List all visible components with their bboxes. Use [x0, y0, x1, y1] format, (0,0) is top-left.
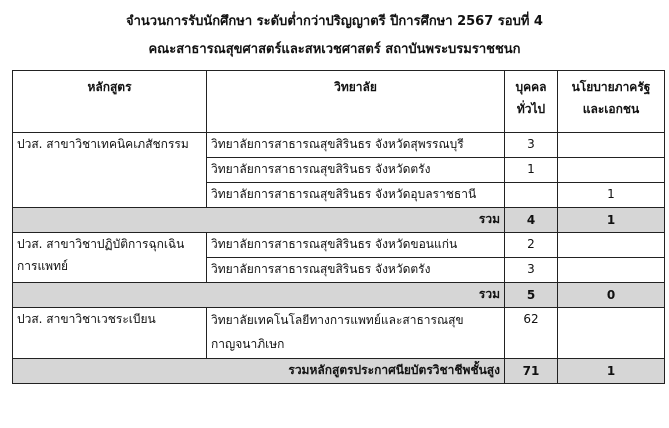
header-general: [505, 71, 558, 133]
policy-count: [558, 133, 665, 158]
college-cell: วิทยาลัยการสาธารณสุขสิรินธร จังหวัดขอนแก่น: [207, 233, 505, 258]
header-row: [13, 71, 665, 133]
table-row: [13, 233, 665, 258]
header-general-line1: บุคคล: [515, 80, 547, 94]
subtotal-policy: 1: [558, 208, 665, 233]
header-policy: [558, 71, 665, 133]
course-cell: ปวส. สาขาวิชาเวชระเบียน: [13, 308, 207, 359]
page-title: จำนวนการรับนักศึกษา ระดับต่ำกว่าปริญญาตรี ปีการศึกษา 2567 รอบที่ 4: [126, 14, 543, 29]
college-cell: วิทยาลัยการสาธารณสุขสิรินธร จังหวัดตรัง: [207, 258, 505, 283]
header-course: หลักสูตร: [13, 71, 207, 133]
general-count: 2: [505, 233, 558, 258]
college-cell: [207, 308, 505, 359]
college-line2: กาญจนาภิเษก: [211, 337, 285, 351]
policy-count: [558, 233, 665, 258]
policy-count: [558, 308, 665, 359]
header-college: วิทยาลัย: [207, 71, 505, 133]
page-subtitle: คณะสาธารณสุขศาสตร์และสหเวชศาสตร์ สถาบันพระบรมราชชนก: [148, 42, 521, 57]
college-cell: วิทยาลัยการสาธารณสุขสิรินธร จังหวัดตรัง: [207, 158, 505, 183]
header-policy-line1: นโยบายภาครัฐ: [571, 80, 651, 94]
grand-total-label: รวมหลักสูตรประกาศนียบัตรวิชาชีพชั้นสูง: [13, 359, 505, 384]
grand-total-general: 71: [505, 359, 558, 384]
subtotal-general: 5: [505, 283, 558, 308]
course-line1: ปวส. สาขาวิชาปฏิบัติการฉุกเฉิน: [17, 237, 185, 251]
subtotal-policy: 0: [558, 283, 665, 308]
college-cell: วิทยาลัยการสาธารณสุขสิรินธร จังหวัดสุพรรณบุรี: [207, 133, 505, 158]
policy-count: [558, 158, 665, 183]
subtotal-label: รวม: [13, 208, 505, 233]
college-line1: วิทยาลัยเทคโนโลยีทางการแพทย์และสาธารณสุข: [211, 313, 464, 327]
admissions-table: [12, 70, 665, 384]
general-count: 1: [505, 158, 558, 183]
policy-count: [558, 258, 665, 283]
grand-total-policy: 1: [558, 359, 665, 384]
course-line2: การแพทย์: [17, 259, 69, 273]
general-count: 3: [505, 258, 558, 283]
subtotal-general: 4: [505, 208, 558, 233]
header-general-line2: ทั่วไป: [516, 102, 546, 116]
general-count: [505, 183, 558, 208]
header-policy-line2: และเอกชน: [582, 102, 640, 116]
table-row: [13, 308, 665, 359]
general-count: 3: [505, 133, 558, 158]
grand-total-row: [13, 359, 665, 384]
course-cell: ปวส. สาขาวิชาเทคนิคเภสัชกรรม: [13, 133, 207, 208]
college-cell: วิทยาลัยการสาธารณสุขสิรินธร จังหวัดอุบลราชธานี: [207, 183, 505, 208]
subtotal-label: รวม: [13, 283, 505, 308]
course-cell: [13, 233, 207, 283]
subtotal-row: [13, 283, 665, 308]
policy-count: 1: [558, 183, 665, 208]
subtotal-row: [13, 208, 665, 233]
general-count: 62: [505, 308, 558, 359]
table-row: [13, 133, 665, 158]
